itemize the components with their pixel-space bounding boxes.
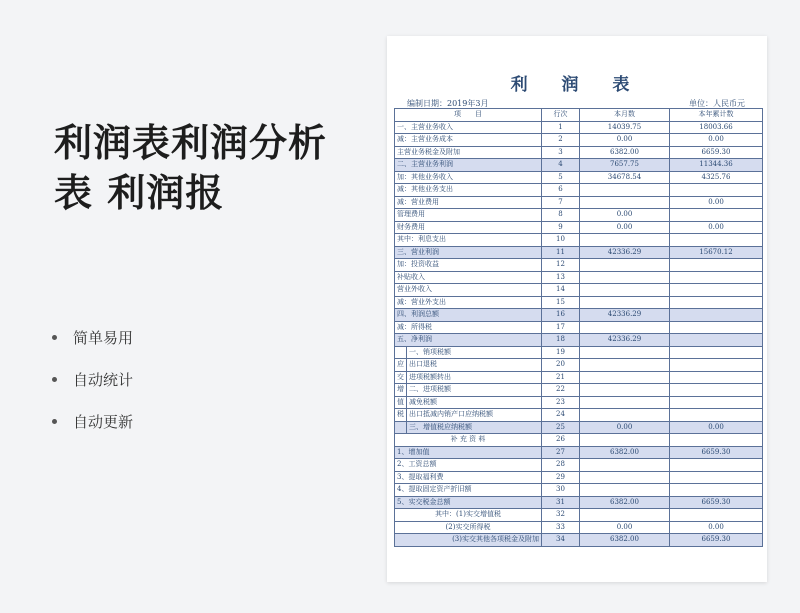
item-cell: 三、增值税应纳税额 — [407, 421, 542, 434]
item-cell: 加：其他业务收入 — [395, 171, 542, 184]
table-row — [395, 184, 763, 197]
vat-group-label: 税 — [395, 409, 407, 422]
line-no-cell: 29 — [542, 471, 580, 484]
year-value-cell — [670, 434, 763, 447]
table-row — [395, 234, 763, 247]
bullet-dot-icon — [52, 419, 57, 424]
line-no-cell: 6 — [542, 184, 580, 197]
year-value-cell — [670, 396, 763, 409]
column-header: 行次 — [542, 109, 580, 122]
table-row — [395, 271, 763, 284]
table-row — [395, 521, 763, 534]
month-value-cell — [580, 484, 670, 497]
line-no-cell: 23 — [542, 396, 580, 409]
table-row — [395, 359, 763, 372]
year-value-cell: 11344.36 — [670, 159, 763, 172]
month-value-cell: 14039.75 — [580, 121, 670, 134]
month-value-cell — [580, 396, 670, 409]
month-value-cell — [580, 184, 670, 197]
item-cell: 财务费用 — [395, 221, 542, 234]
item-cell: (2)实交所得税 — [395, 521, 542, 534]
document-title: 利 润 表 — [510, 75, 644, 95]
month-value-cell: 7657.75 — [580, 159, 670, 172]
item-cell: 减免税额 — [407, 396, 542, 409]
vat-group-label: 交 — [395, 371, 407, 384]
table-row — [395, 371, 763, 384]
year-value-cell: 4325.76 — [670, 171, 763, 184]
line-no-cell: 19 — [542, 346, 580, 359]
table-body — [395, 121, 763, 546]
unit-label: 单位：人民币元 — [689, 99, 745, 108]
line-no-cell: 20 — [542, 359, 580, 372]
vat-group-label: 增 — [395, 384, 407, 397]
vat-group-label — [395, 421, 407, 434]
line-no-cell: 34 — [542, 534, 580, 547]
column-header: 本年累计数 — [670, 109, 763, 122]
year-value-cell — [670, 271, 763, 284]
table-row — [395, 509, 763, 522]
table-row — [395, 346, 763, 359]
month-value-cell — [580, 234, 670, 247]
year-value-cell: 6659.30 — [670, 534, 763, 547]
item-cell: 出口抵减内销产口应纳税额 — [407, 409, 542, 422]
month-value-cell — [580, 359, 670, 372]
year-value-cell — [670, 359, 763, 372]
year-value-cell: 6659.30 — [670, 446, 763, 459]
month-value-cell — [580, 259, 670, 272]
year-value-cell — [670, 296, 763, 309]
line-no-cell: 22 — [542, 384, 580, 397]
month-value-cell: 42336.29 — [580, 334, 670, 347]
year-value-cell — [670, 334, 763, 347]
month-value-cell — [580, 434, 670, 447]
month-value-cell — [580, 346, 670, 359]
year-value-cell — [670, 259, 763, 272]
year-value-cell — [670, 471, 763, 484]
vat-group-label: 值 — [395, 396, 407, 409]
table-header-row — [395, 109, 763, 122]
line-no-cell: 7 — [542, 196, 580, 209]
month-value-cell — [580, 409, 670, 422]
month-value-cell — [580, 384, 670, 397]
table-row — [395, 246, 763, 259]
item-cell: 其中：利息支出 — [395, 234, 542, 247]
item-cell: 出口退税 — [407, 359, 542, 372]
table-row — [395, 421, 763, 434]
table-row — [395, 171, 763, 184]
income-table — [394, 108, 763, 547]
year-value-cell: 6659.30 — [670, 496, 763, 509]
month-value-cell — [580, 471, 670, 484]
month-value-cell: 42336.29 — [580, 309, 670, 322]
vat-group-label: 应 — [395, 359, 407, 372]
item-cell: 减：其他业务支出 — [395, 184, 542, 197]
line-no-cell: 2 — [542, 134, 580, 147]
item-cell: 减：主营业务成本 — [395, 134, 542, 147]
line-no-cell: 30 — [542, 484, 580, 497]
table-row — [395, 159, 763, 172]
year-value-cell — [670, 384, 763, 397]
item-cell: 营业外收入 — [395, 284, 542, 297]
year-value-cell — [670, 346, 763, 359]
line-no-cell: 8 — [542, 209, 580, 222]
month-value-cell: 0.00 — [580, 421, 670, 434]
line-no-cell: 21 — [542, 371, 580, 384]
table-row — [395, 196, 763, 209]
month-value-cell — [580, 196, 670, 209]
year-value-cell — [670, 459, 763, 472]
item-cell: 4、提取固定资产折旧额 — [395, 484, 542, 497]
month-value-cell: 34678.54 — [580, 171, 670, 184]
table-row — [395, 471, 763, 484]
item-cell: 三、营业利润 — [395, 246, 542, 259]
year-value-cell — [670, 209, 763, 222]
feature-list — [52, 316, 133, 442]
year-value-cell: 0.00 — [670, 134, 763, 147]
line-no-cell: 14 — [542, 284, 580, 297]
income-statement-sheet — [387, 36, 767, 582]
line-no-cell: 15 — [542, 296, 580, 309]
year-value-cell — [670, 484, 763, 497]
line-no-cell: 5 — [542, 171, 580, 184]
item-cell: (3)实交其他各项税金及附加 — [395, 534, 542, 547]
line-no-cell: 27 — [542, 446, 580, 459]
year-value-cell — [670, 371, 763, 384]
year-value-cell: 0.00 — [670, 521, 763, 534]
item-cell: 五、净利润 — [395, 334, 542, 347]
item-cell: 2、工资总额 — [395, 459, 542, 472]
month-value-cell — [580, 509, 670, 522]
table-row — [395, 121, 763, 134]
date-label: 编制日期：2019年3月 — [407, 99, 489, 108]
item-cell: 1、增加值 — [395, 446, 542, 459]
table-row — [395, 209, 763, 222]
line-no-cell: 32 — [542, 509, 580, 522]
table-row — [395, 296, 763, 309]
month-value-cell — [580, 321, 670, 334]
line-no-cell: 3 — [542, 146, 580, 159]
line-no-cell: 31 — [542, 496, 580, 509]
year-value-cell — [670, 509, 763, 522]
table-row — [395, 284, 763, 297]
item-cell: 减：营业外支出 — [395, 296, 542, 309]
table-row — [395, 496, 763, 509]
month-value-cell — [580, 271, 670, 284]
line-no-cell: 33 — [542, 521, 580, 534]
feature-label: 自动统计 — [73, 370, 134, 389]
year-value-cell — [670, 321, 763, 334]
month-value-cell — [580, 371, 670, 384]
table-row — [395, 334, 763, 347]
item-cell: 主营业务税金及附加 — [395, 146, 542, 159]
bullet-dot-icon — [52, 335, 57, 340]
line-no-cell: 24 — [542, 409, 580, 422]
line-no-cell: 17 — [542, 321, 580, 334]
year-value-cell — [670, 184, 763, 197]
feature-item — [52, 316, 133, 358]
table-row — [395, 484, 763, 497]
month-value-cell: 0.00 — [580, 221, 670, 234]
feature-item — [52, 400, 133, 442]
line-no-cell: 18 — [542, 334, 580, 347]
item-cell: 一、销项税额 — [407, 346, 542, 359]
item-cell: 进项税额转出 — [407, 371, 542, 384]
supplement-title: 补 充 资 料 — [395, 434, 542, 447]
item-cell: 管理费用 — [395, 209, 542, 222]
year-value-cell: 15670.12 — [670, 246, 763, 259]
table-row — [395, 134, 763, 147]
month-value-cell — [580, 459, 670, 472]
year-value-cell: 0.00 — [670, 421, 763, 434]
line-no-cell: 1 — [542, 121, 580, 134]
table-row — [395, 396, 763, 409]
item-cell: 减：营业费用 — [395, 196, 542, 209]
line-no-cell: 12 — [542, 259, 580, 272]
year-value-cell: 6659.30 — [670, 146, 763, 159]
item-cell: 二、进项税额 — [407, 384, 542, 397]
line-no-cell: 13 — [542, 271, 580, 284]
column-header: 本月数 — [580, 109, 670, 122]
month-value-cell: 42336.29 — [580, 246, 670, 259]
vat-group-label — [395, 346, 407, 359]
headline: 利润表利润分析表 利润报 — [54, 121, 328, 215]
year-value-cell — [670, 409, 763, 422]
month-value-cell: 0.00 — [580, 209, 670, 222]
table-row — [395, 409, 763, 422]
item-cell: 一、主营业务收入 — [395, 121, 542, 134]
month-value-cell — [580, 284, 670, 297]
month-value-cell: 6382.00 — [580, 146, 670, 159]
table-row — [395, 446, 763, 459]
year-value-cell: 0.00 — [670, 196, 763, 209]
item-cell: 补贴收入 — [395, 271, 542, 284]
year-value-cell — [670, 309, 763, 322]
table-row — [395, 534, 763, 547]
table-row — [395, 459, 763, 472]
month-value-cell: 0.00 — [580, 521, 670, 534]
item-cell: 5、实交税金总额 — [395, 496, 542, 509]
item-cell: 四、利润总额 — [395, 309, 542, 322]
line-no-cell: 4 — [542, 159, 580, 172]
line-no-cell: 10 — [542, 234, 580, 247]
month-value-cell: 0.00 — [580, 134, 670, 147]
table-row — [395, 321, 763, 334]
feature-label: 自动更新 — [73, 412, 134, 431]
line-no-cell: 28 — [542, 459, 580, 472]
table-row — [395, 221, 763, 234]
line-no-cell: 25 — [542, 421, 580, 434]
table-row — [395, 309, 763, 322]
bullet-dot-icon — [52, 377, 57, 382]
table-row — [395, 146, 763, 159]
line-no-cell: 9 — [542, 221, 580, 234]
month-value-cell: 6382.00 — [580, 534, 670, 547]
column-header: 项 目 — [395, 109, 542, 122]
supplement-header-row — [395, 434, 763, 447]
line-no-cell: 26 — [542, 434, 580, 447]
item-cell: 二、主营业务利润 — [395, 159, 542, 172]
year-value-cell: 0.00 — [670, 221, 763, 234]
feature-label: 简单易用 — [73, 328, 134, 347]
item-cell: 加：投资收益 — [395, 259, 542, 272]
line-no-cell: 16 — [542, 309, 580, 322]
month-value-cell — [580, 296, 670, 309]
year-value-cell: 18003.66 — [670, 121, 763, 134]
item-cell: 减：所得税 — [395, 321, 542, 334]
table-row — [395, 384, 763, 397]
year-value-cell — [670, 234, 763, 247]
feature-item — [52, 358, 133, 400]
month-value-cell: 6382.00 — [580, 496, 670, 509]
table-row — [395, 259, 763, 272]
item-cell: 3、提取福利费 — [395, 471, 542, 484]
item-cell: 其中：(1)实交增值税 — [395, 509, 542, 522]
line-no-cell: 11 — [542, 246, 580, 259]
month-value-cell: 6382.00 — [580, 446, 670, 459]
year-value-cell — [670, 284, 763, 297]
